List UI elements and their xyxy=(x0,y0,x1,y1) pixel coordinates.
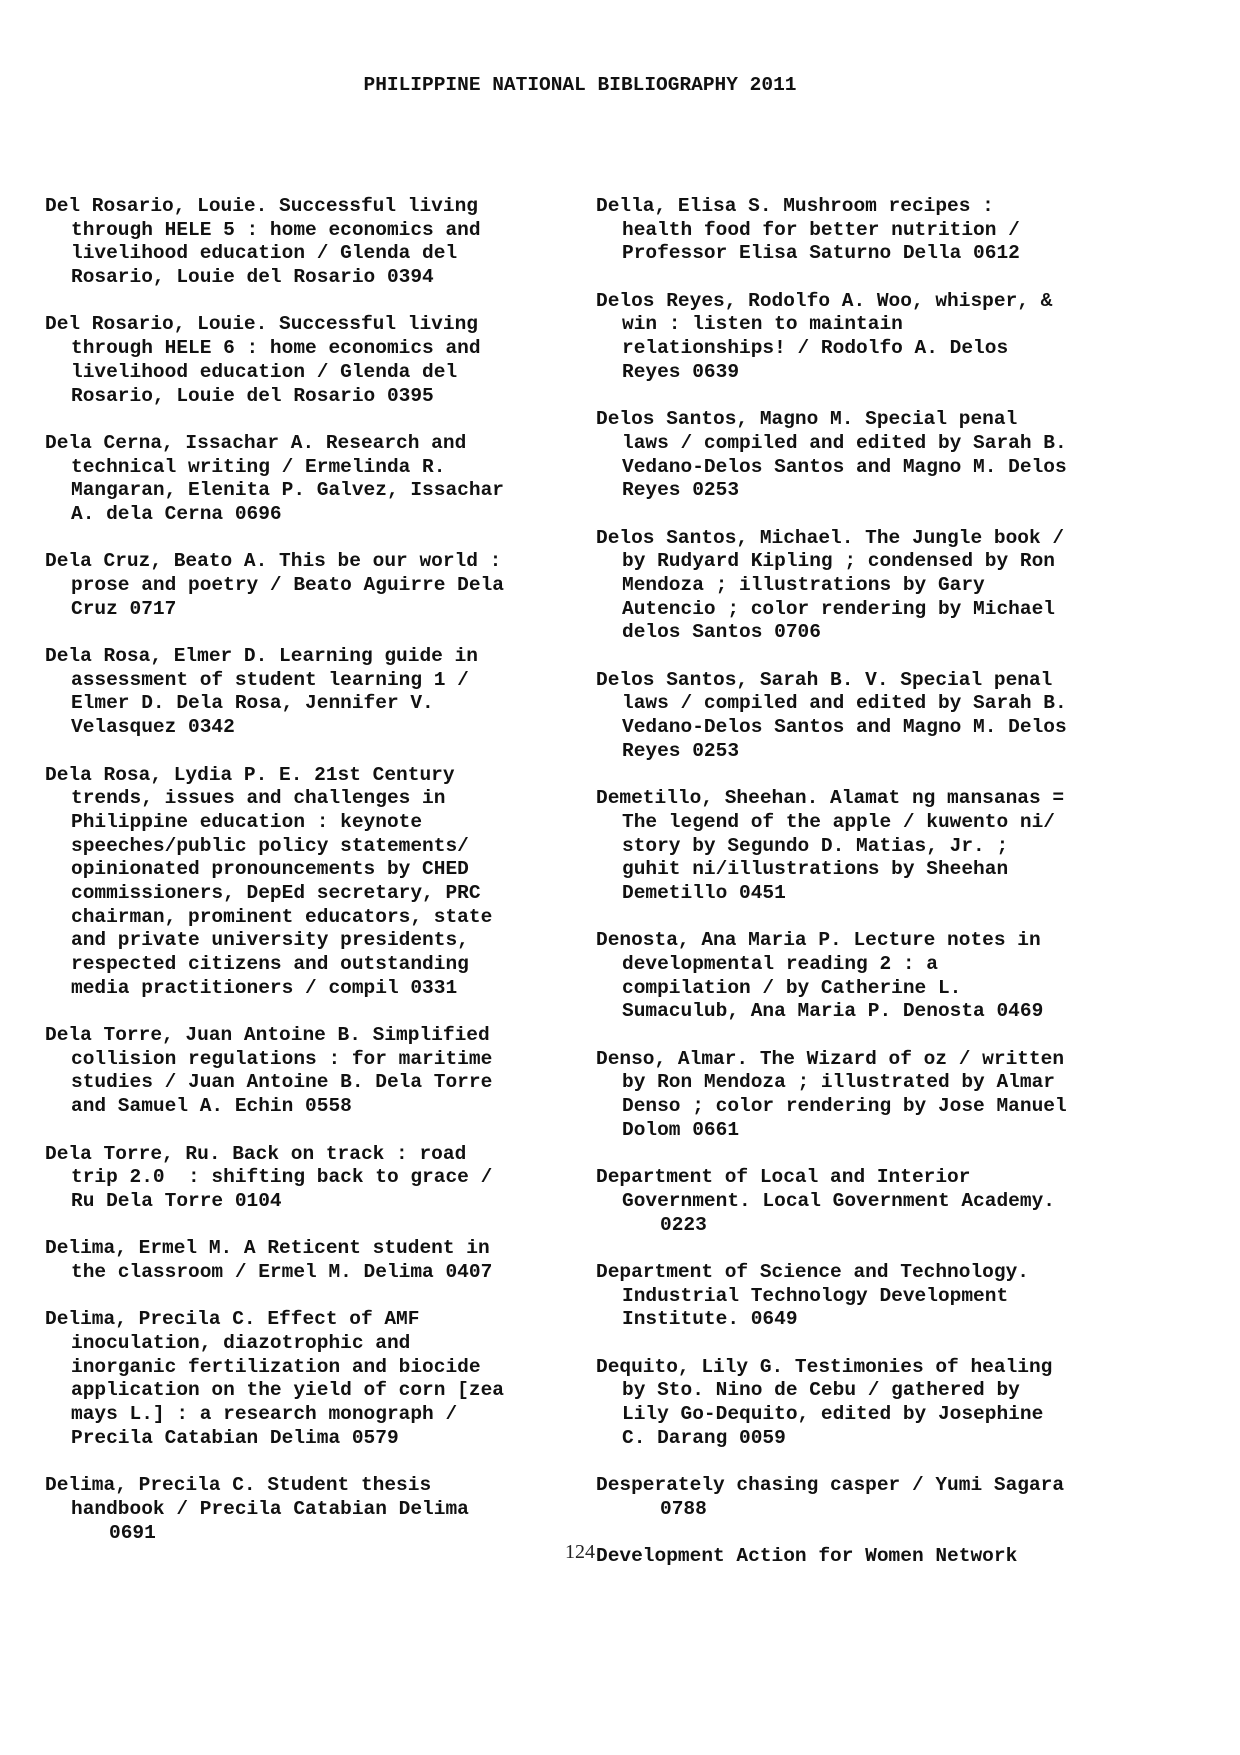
bibliography-column-left xyxy=(45,195,565,1569)
entry-line: by Ron Mendoza ; illustrated by Almar xyxy=(622,1071,1055,1094)
bibliography-entry xyxy=(596,787,1116,905)
entry-line: Demetillo 0451 xyxy=(622,881,786,904)
entry-line: Sumaculub, Ana Maria P. Denosta 0469 xyxy=(622,1000,1044,1023)
entry-line: Delos Santos, Sarah B. V. Special penal xyxy=(596,668,1053,691)
entry-line: Del Rosario, Louie. Successful living xyxy=(45,313,478,336)
entry-line: Della, Elisa S. Mushroom recipes : xyxy=(596,195,994,217)
entry-line: Denosta, Ana Maria P. Lecture notes in xyxy=(596,929,1041,952)
entry-line: Delos Santos, Magno M. Special penal xyxy=(596,408,1018,431)
entry-number: 0788 xyxy=(660,1497,707,1520)
entry-line: Delima, Precila C. Effect of AMF xyxy=(45,1308,420,1331)
bibliography-entry xyxy=(45,645,565,740)
entry-line: and Samuel A. Echin 0558 xyxy=(71,1095,352,1118)
entry-line: Dela Rosa, Lydia P. E. 21st Century xyxy=(45,763,455,786)
entry-line: Desperately chasing casper / Yumi Sagara xyxy=(596,1474,1065,1497)
entry-line: Demetillo, Sheehan. Alamat ng mansanas = xyxy=(596,787,1065,810)
entry-line: Professor Elisa Saturno Della 0612 xyxy=(622,242,1020,265)
entry-line: by Rudyard Kipling ; condensed by Ron xyxy=(622,550,1055,573)
bibliography-entry xyxy=(45,195,565,290)
entry-line: and private university presidents, xyxy=(71,929,469,952)
entry-line: Delos Reyes, Rodolfo A. Woo, whisper, & xyxy=(596,289,1053,312)
bibliography-entry xyxy=(45,550,565,621)
entry-line: Denso, Almar. The Wizard of oz / written xyxy=(596,1047,1065,1070)
page-number: 124 xyxy=(565,1541,595,1563)
entry-line: Rosario, Louie del Rosario 0395 xyxy=(71,384,434,407)
entry-line: Cruz 0717 xyxy=(71,597,177,620)
entry-line: Denso ; color rendering by Jose Manuel xyxy=(622,1095,1067,1118)
entry-line: inorganic fertilization and biocide xyxy=(71,1355,481,1378)
entry-line: developmental reading 2 : a xyxy=(622,953,938,975)
entry-line: inoculation, diazotrophic and xyxy=(71,1332,411,1354)
bibliography-entry xyxy=(45,1024,565,1119)
entry-line: Reyes 0253 xyxy=(622,739,740,762)
entry-line: the classroom / Ermel M. Delima 0407 xyxy=(71,1260,493,1283)
entry-line: mays L.] : a research monograph / xyxy=(71,1403,458,1426)
bibliography-entry xyxy=(45,1308,565,1450)
entry-line: through HELE 5 : home economics and xyxy=(71,218,481,241)
entry-line: Velasquez 0342 xyxy=(71,716,235,739)
bibliography-entry xyxy=(596,1166,1116,1237)
entry-line: through HELE 6 : home economics and xyxy=(71,337,481,360)
entry-line: prose and poetry / Beato Aguirre Dela xyxy=(71,574,504,596)
bibliography-entry xyxy=(596,527,1116,645)
entry-line: Dela Rosa, Elmer D. Learning guide in xyxy=(45,645,478,668)
bibliography-entry xyxy=(45,1143,565,1214)
bibliography-entry xyxy=(596,1048,1116,1143)
entry-line: Del Rosario, Louie. Successful living xyxy=(45,195,478,217)
entry-line: C. Darang 0059 xyxy=(622,1426,786,1449)
bibliography-entry xyxy=(596,669,1116,764)
bibliography-entry xyxy=(45,313,565,408)
entry-line: Philippine education : keynote xyxy=(71,810,423,833)
bibliography-entry xyxy=(596,929,1116,1024)
bibliography-entry xyxy=(596,1474,1116,1521)
entry-line: Government. Local Government Academy. xyxy=(622,1189,1055,1212)
entry-line: handbook / Precila Catabian Delima xyxy=(71,1497,469,1520)
entry-line: Reyes 0639 xyxy=(622,360,740,383)
entry-line: relationships! / Rodolfo A. Delos xyxy=(622,337,1009,360)
bibliography-entry xyxy=(596,1261,1116,1332)
entry-line: trends, issues and challenges in xyxy=(71,787,446,810)
bibliography-entry xyxy=(596,1356,1116,1451)
page-title: PHILIPPINE NATIONAL BIBLIOGRAPHY 2011 xyxy=(363,74,797,96)
entry-line: Elmer D. Dela Rosa, Jennifer V. xyxy=(71,692,434,715)
entry-line: Delos Santos, Michael. The Jungle book / xyxy=(596,526,1065,549)
entry-line: Dela Cerna, Issachar A. Research and xyxy=(45,431,467,454)
entry-line: Department of Science and Technology. xyxy=(596,1260,1029,1283)
bibliography-entry xyxy=(45,432,565,527)
entry-line: laws / compiled and edited by Sarah B. xyxy=(622,431,1067,454)
bibliography-entry xyxy=(596,290,1116,385)
entry-line: assessment of student learning 1 / xyxy=(71,668,469,691)
bibliography-entry xyxy=(596,408,1116,503)
entry-line: Department of Local and Interior xyxy=(596,1166,971,1189)
entry-line: Mangaran, Elenita P. Galvez, Issachar xyxy=(71,479,504,502)
entry-line: trip 2.0 : shifting back to grace / xyxy=(71,1166,493,1189)
entry-line: studies / Juan Antoine B. Dela Torre xyxy=(71,1071,493,1094)
entry-line: opinionated pronouncements by CHED xyxy=(71,858,469,881)
entry-line: media practitioners / compil 0331 xyxy=(71,976,458,999)
entry-line: The legend of the apple / kuwento ni/ xyxy=(622,810,1055,833)
entry-line: Delima, Ermel M. A Reticent student in xyxy=(45,1237,490,1260)
entry-line: Dolom 0661 xyxy=(622,1118,740,1141)
entry-line: Autencio ; color rendering by Michael xyxy=(622,597,1055,620)
entry-line: Dela Torre, Juan Antoine B. Simplified xyxy=(45,1024,490,1047)
entry-line: chairman, prominent educators, state xyxy=(71,905,493,928)
entry-line: livelihood education / Glenda del xyxy=(71,360,458,383)
entry-line: by Sto. Nino de Cebu / gathered by xyxy=(622,1379,1020,1402)
bibliography-entry xyxy=(45,764,565,1001)
entry-line: speeches/public policy statements/ xyxy=(71,834,469,857)
entry-line: technical writing / Ermelinda R. xyxy=(71,455,446,478)
entry-line: application on the yield of corn [zea xyxy=(71,1379,504,1402)
entry-line: Vedano-Delos Santos and Magno M. Delos xyxy=(622,716,1067,739)
entry-line: collision regulations : for maritime xyxy=(71,1047,493,1070)
entry-number: 0223 xyxy=(660,1213,707,1236)
entry-line: story by Segundo D. Matias, Jr. ; xyxy=(622,834,1009,857)
entry-line: Mendoza ; illustrations by Gary xyxy=(622,574,985,596)
entry-line: Delima, Precila C. Student thesis xyxy=(45,1474,432,1497)
bibliography-entry xyxy=(45,1237,565,1284)
bibliography-entry xyxy=(596,195,1116,266)
entry-line: Rosario, Louie del Rosario 0394 xyxy=(71,266,434,289)
bibliography-entry xyxy=(45,1474,565,1545)
entry-line: health food for better nutrition / xyxy=(622,218,1020,241)
entry-line: Dela Torre, Ru. Back on track : road xyxy=(45,1142,467,1165)
entry-line: Ru Dela Torre 0104 xyxy=(71,1189,282,1212)
entry-line: commissioners, DepEd secretary, PRC xyxy=(71,881,481,904)
entry-line: Dela Cruz, Beato A. This be our world : xyxy=(45,550,502,573)
entry-number: 0691 xyxy=(109,1521,156,1544)
entry-line: Vedano-Delos Santos and Magno M. Delos xyxy=(622,455,1067,478)
entry-line: Institute. 0649 xyxy=(622,1308,798,1331)
entry-line: Lily Go-Dequito, edited by Josephine xyxy=(622,1403,1044,1426)
entry-line: guhit ni/illustrations by Sheehan xyxy=(622,858,1009,881)
entry-line: laws / compiled and edited by Sarah B. xyxy=(622,692,1067,715)
entry-line: Precila Catabian Delima 0579 xyxy=(71,1426,399,1449)
entry-line: A. dela Cerna 0696 xyxy=(71,502,282,525)
entry-line: Development Action for Women Network xyxy=(596,1545,1018,1568)
entry-line: compilation / by Catherine L. xyxy=(622,976,962,999)
entry-line: Industrial Technology Development xyxy=(622,1284,1009,1307)
bibliography-column-right xyxy=(596,195,1116,1593)
entry-line: Dequito, Lily G. Testimonies of healing xyxy=(596,1355,1053,1378)
entry-line: respected citizens and outstanding xyxy=(71,953,469,975)
entry-line: livelihood education / Glenda del xyxy=(71,242,458,265)
entry-line: win : listen to maintain xyxy=(622,313,903,336)
entry-line: Reyes 0253 xyxy=(622,479,740,502)
entry-line: delos Santos 0706 xyxy=(622,621,821,644)
